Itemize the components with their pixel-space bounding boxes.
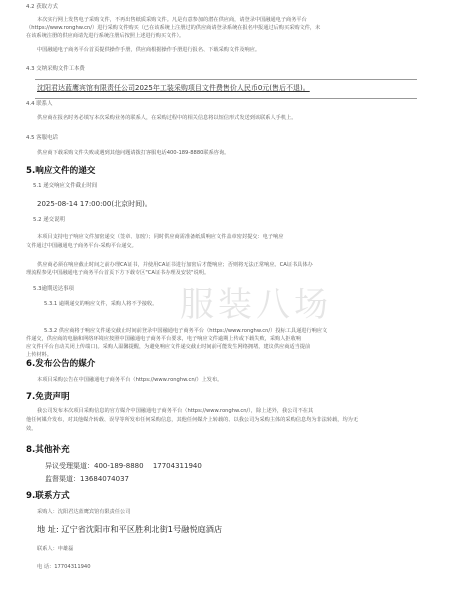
paragraph-line: 文件通过中国融通电子商务平台-采购平台递交。 [26,243,137,249]
section-4-2-heading: 4.2 获取方式 [26,4,58,10]
section-7-heading: 7.免责声明 [26,392,70,402]
paragraph-line: 应文件(平台自动关闭上传端口)。采购人温馨提醒，为避免响应文件递交截止时间前可能发生网络拥堵，建议供应商适当提前 [26,344,311,350]
paragraph-line: 中国融通电子商务平台首页提供操作手册，供应商根据操作手册进行报名、下载采购文件及响应。 [37,47,261,53]
supervision-channel: 监督渠道：13684074037 [45,475,129,483]
paragraph-line: 我公司发布本次项目采购信息的官方媒介中国融通电子商务平台（https://www.ronghw.cn/），除上述外，我公司不在其 [37,408,314,414]
section-5-2-heading: 5.2 递交说明 [33,217,65,223]
contact-note: 供应商在报名时务必填写本次采购业务的联系人，在采购过程中的相关信息将以短信形式发送到该联系人手机上。 [37,115,297,121]
paragraph-line: 本次实行网上发售电子采购文件，不再出售纸质采购文件。凡是有意参加的潜在供应商，请登录中国融通电子商务平台 [37,17,307,23]
paragraph-line: 上传材料。 [26,352,52,358]
address-line: 地 址: 辽宁省沈阳市和平区胜利北街1号融悦庭酒店 [37,524,223,534]
watermark: 服装八场 [180,285,332,325]
section-9-heading: 9.联系方式 [26,491,70,501]
paragraph-line: 理流程参见中国融通电子商务平台首页下方下载专区"CA证书办理及安装"说明。 [26,270,210,276]
service-phone-note: 供应商下载采购文件失败或遇到其他问题请拨打客服电话400-189-8880联系咨询。 [37,150,230,156]
section-5-heading: 5.响应文件的递交 [26,166,96,176]
paragraph-line: 5.3.2 供应商将于响应文件递交截止时间前登录中国融通电子商务平台（https://www.ronghw.cn/）投标工具递进行响应文 [44,328,328,334]
section-4-4-heading: 4.4 联系人 [26,101,53,107]
paragraph-line: 5.3.1 逾期递交的响应文件，采购人将不予接收。 [44,301,158,307]
section-6-heading: 6.发布公告的媒介 [26,359,96,369]
paragraph-line: 本项目采购公告在中国融通电子商务平台（https://www.ronghw.cn/）上发布。 [37,377,223,383]
section-5-3-heading: 5.3逾期送达事项 [33,286,74,292]
paragraph-line: 件递交，供应商的电脑和网络环境应按照中国融通电子商务平台要求，电子响应文件逾期上传或下载失败，采购人拒收响 [26,336,301,342]
paragraph-line: 供应商必须在响应截止时间之前办理CA证书，并使用CA证书进行加密后才能响应；否则将无法正常响应。CA证书具体办 [37,262,313,268]
paragraph-line: 他任何媒介发布，对其他媒介转载、误导等所发布任何采购信息，其他任何媒介上转载的、以我公司为采购主体的采购信息均为非法转载，均为无 [26,417,359,423]
deadline-text: 2025-08-14 17:00:00(北京时间)。 [37,200,152,208]
fee-text: 沈阳君达蓝鹰宾馆有限责任公司2025年工装采购项目文件费售价人民币0元(售后不退)。 [37,84,310,92]
paragraph-line: 在该系统注册的供应商请先进行系统注册后按照上述进行购买文件）。 [26,33,185,39]
contact-person-line: 联系人：申雄磊 [37,546,74,552]
paragraph-line: 本项目支持电子响应文件加密递交（签章、加密）；同时供应商需准备纸质响应文件盖章密封提交：电子响应 [37,234,284,240]
section-8-heading: 8.其他补充 [26,445,70,455]
paragraph-line: 效。 [26,426,37,432]
section-4-5-heading: 4.5 客服电话 [26,135,58,141]
buyer-line: 采购人：沈阳君达蓝鹰宾馆有限责任公司 [37,509,131,515]
section-4-3-heading: 4.3 交纳采购文件工本费 [26,66,85,72]
objection-channel: 异议受理渠道：400-189-8880 17704311940 [45,462,202,470]
phone-line: 电 话：17704311940 [37,564,91,570]
section-5-1-heading: 5.1 递交响应文件截止时间 [33,183,98,189]
paragraph-line: （https://www.ronghw.cn/）进行采购文件购买（已在该系统上注册过的供应商请登录系统在报名申报通过后购买采购文件，未 [26,25,321,31]
